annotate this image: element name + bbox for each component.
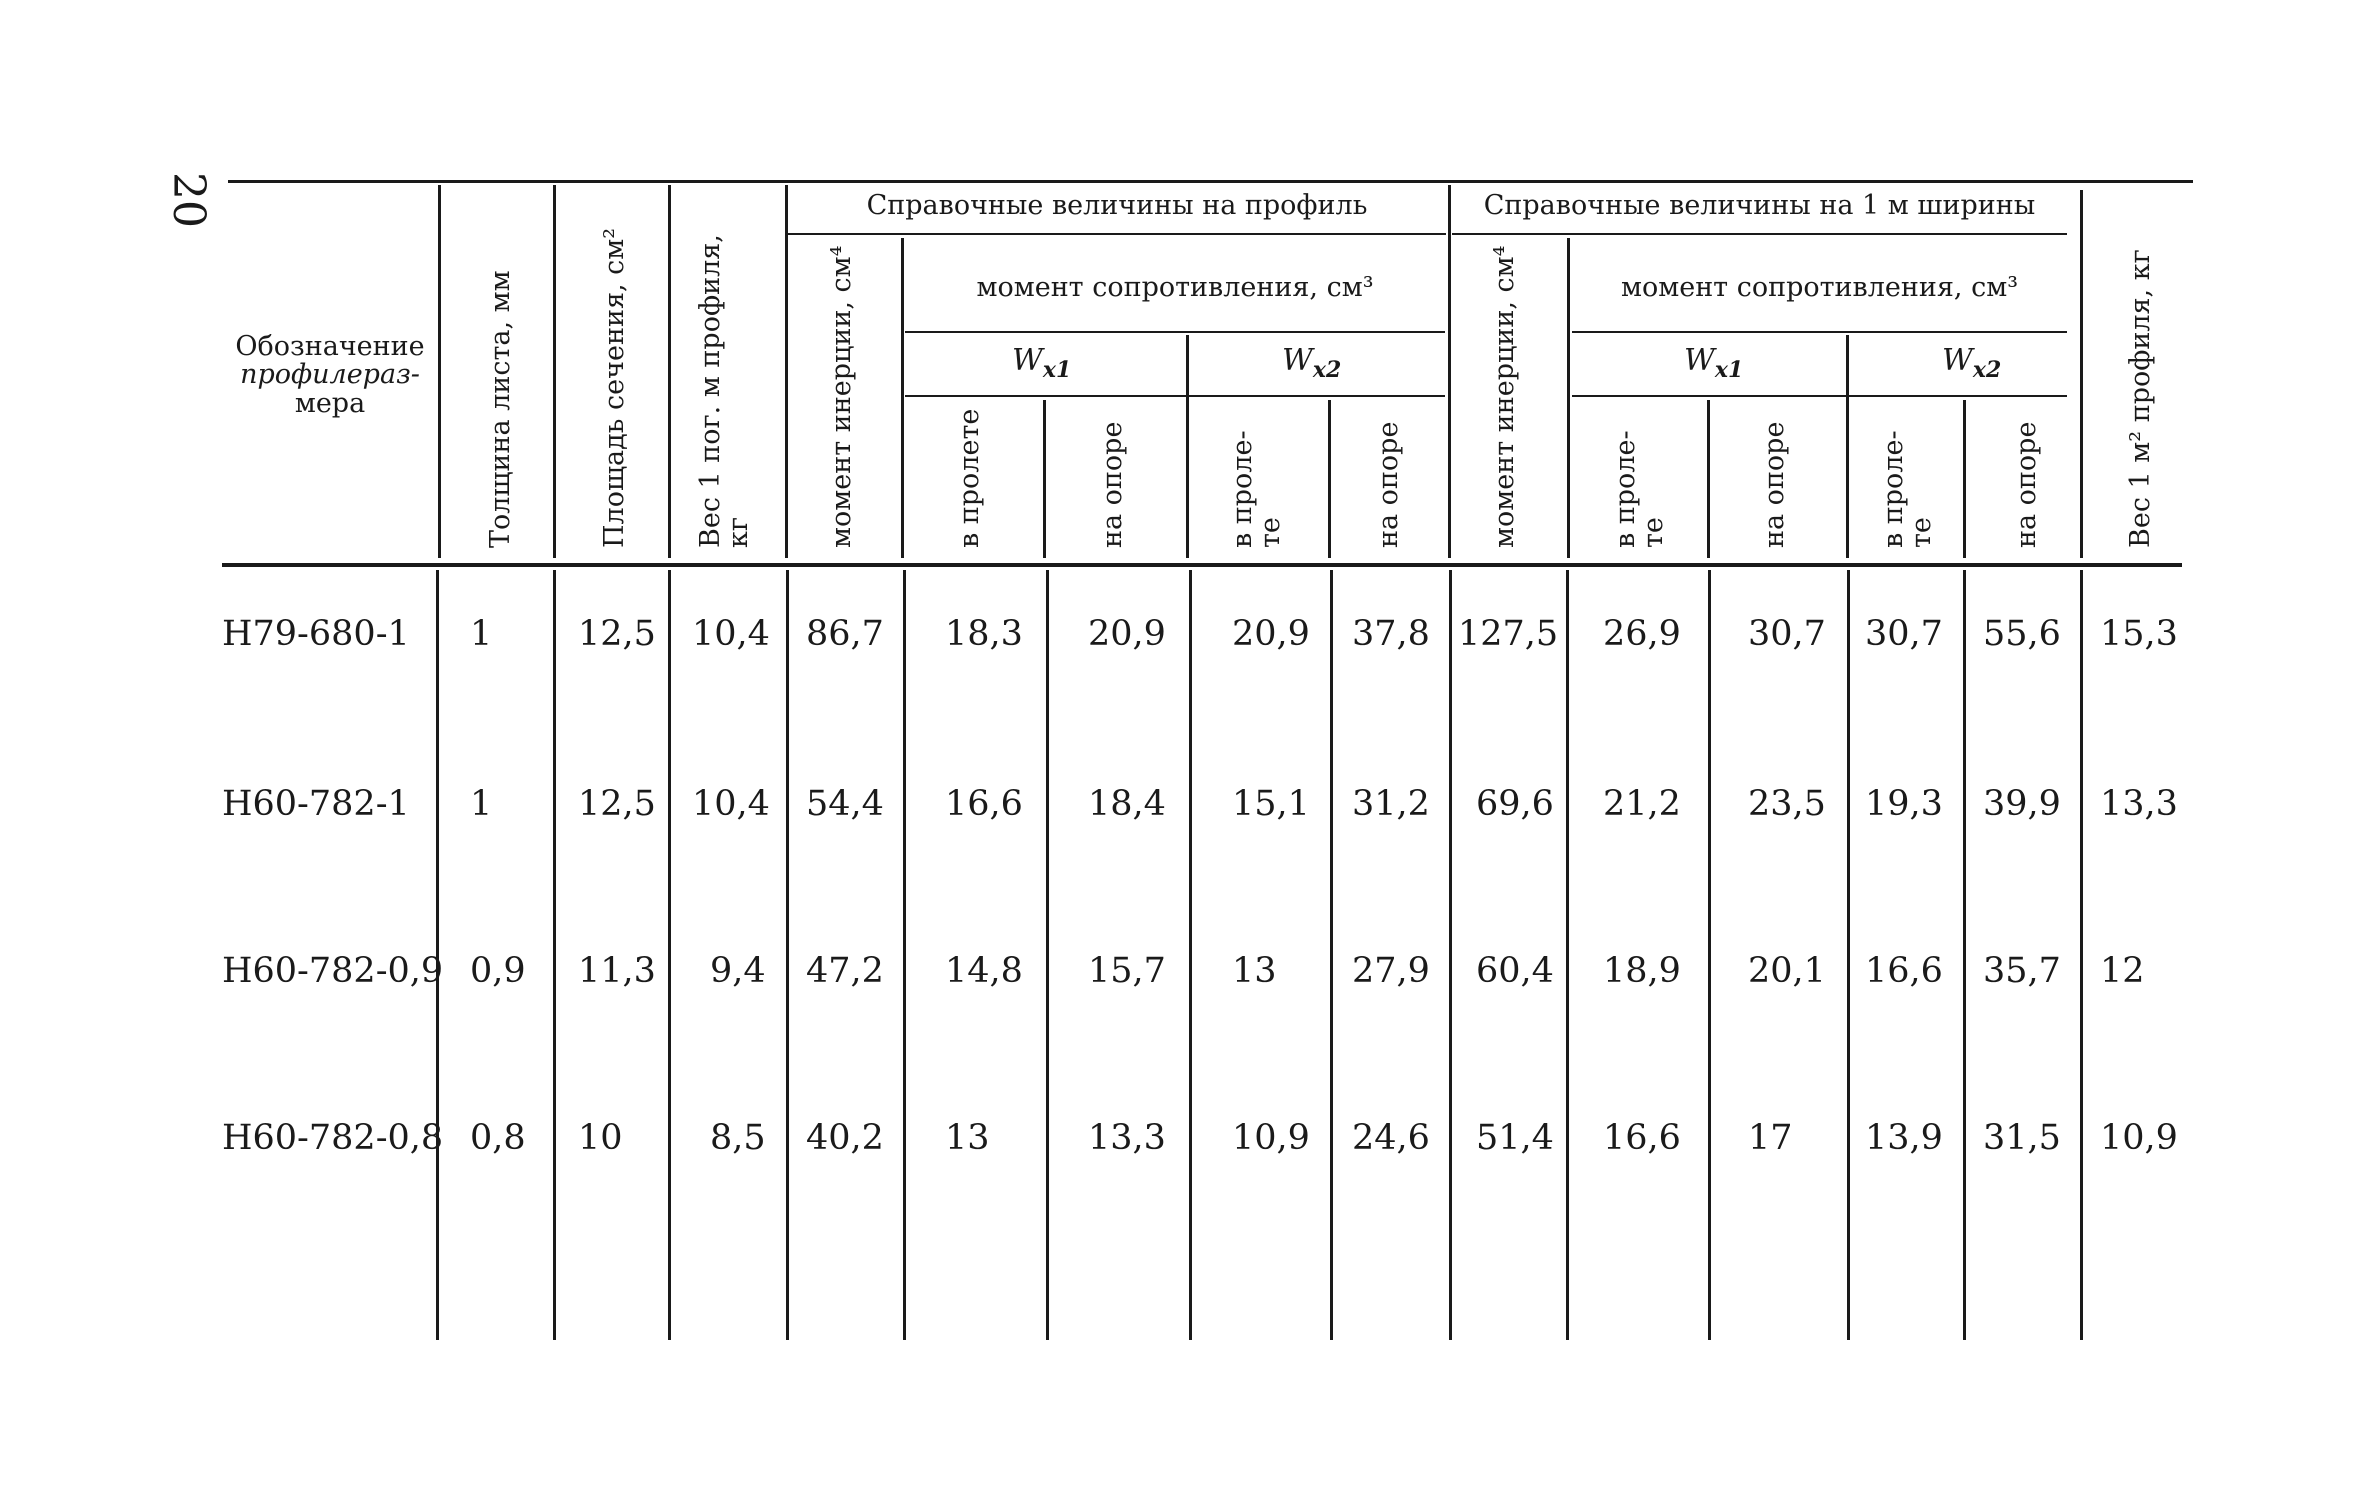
row-4-thickness: 0,8 xyxy=(470,1118,526,1158)
weight-per-m2-header: Вес 1 м² профиля, кг xyxy=(2125,249,2156,548)
weight-per-m-header-line2: кг xyxy=(723,516,755,548)
row-2-wx1-support: 18,4 xyxy=(1088,784,1166,824)
width-wx2-symbol: W xyxy=(1942,343,1973,378)
width-group-rule xyxy=(1452,233,2067,235)
designation-header-line3: мера xyxy=(294,387,366,419)
row-2-weight-m2: 13,3 xyxy=(2100,784,2178,824)
width-wx2-span-line2: те xyxy=(1906,517,1938,548)
row-2-weight-m: 10,4 xyxy=(692,784,770,824)
top-rule xyxy=(228,180,2193,183)
width-inertia-header: момент инерции, см⁴ xyxy=(1489,245,1520,548)
width-wx1-subscript: x1 xyxy=(1714,357,1744,383)
row-1-area: 12,5 xyxy=(578,614,656,654)
row-4-width-inertia: 51,4 xyxy=(1476,1118,1554,1158)
width-wx2-label xyxy=(1942,343,2001,383)
width-wx1-span-line1: в проле- xyxy=(1610,430,1641,548)
row-3-designation: Н60-782-0,9 xyxy=(222,951,444,991)
col-rule-weight xyxy=(668,185,671,558)
col-rule-thickness xyxy=(438,185,441,558)
col-rule-m2 xyxy=(2080,190,2083,558)
profile-w-rule xyxy=(905,395,1445,397)
row-4-width-wx2-support: 31,5 xyxy=(1983,1118,2061,1158)
col-rule-v2o xyxy=(1963,400,1966,558)
row-1-weight-m: 10,4 xyxy=(692,614,770,654)
col-rule-v1s xyxy=(1567,238,1570,558)
row-2-width-wx1-support: 23,5 xyxy=(1748,784,1826,824)
row-2-wx2-span: 15,1 xyxy=(1232,784,1310,824)
profile-wx2-subscript: x2 xyxy=(1312,357,1342,383)
width-w-rule xyxy=(1572,395,2067,397)
row-4-width-wx1-support: 17 xyxy=(1748,1118,1793,1158)
row-2-width-wx2-span: 19,3 xyxy=(1865,784,1943,824)
row-2-thickness: 1 xyxy=(470,784,493,824)
profile-resistance-rule xyxy=(905,331,1445,333)
row-2-designation: Н60-782-1 xyxy=(222,784,410,824)
width-wx2-support-header: на опоре xyxy=(2011,421,2042,548)
body-rule-4 xyxy=(786,570,789,1340)
profile-wx1-symbol: W xyxy=(1012,343,1043,378)
row-4-inertia: 40,2 xyxy=(806,1118,884,1158)
col-rule-w2o xyxy=(1328,400,1331,558)
row-3-width-wx1-support: 20,1 xyxy=(1748,951,1826,991)
row-2-wx2-support: 31,2 xyxy=(1352,784,1430,824)
body-rule-7 xyxy=(1189,570,1192,1340)
width-wx2-subscript: x2 xyxy=(1972,357,2002,383)
row-3-thickness: 0,9 xyxy=(470,951,526,991)
row-1-width-wx2-support: 55,6 xyxy=(1983,614,2061,654)
col-rule-profile xyxy=(785,185,788,558)
body-rule-13 xyxy=(1963,570,1966,1340)
profile-wx1-support-header: на опоре xyxy=(1097,421,1128,548)
row-3-width-wx2-span: 16,6 xyxy=(1865,951,1943,991)
width-wx2-span-header xyxy=(1880,418,1937,548)
row-2-width-wx1-span: 21,2 xyxy=(1603,784,1681,824)
width-wx1-symbol: W xyxy=(1684,343,1715,378)
body-rule-8 xyxy=(1330,570,1333,1340)
row-4-area: 10 xyxy=(578,1118,623,1158)
body-rule-5 xyxy=(903,570,906,1340)
profile-resistance-title: момент сопротивления, см³ xyxy=(976,272,1374,303)
row-1-thickness: 1 xyxy=(470,614,493,654)
row-1-width-wx1-span: 26,9 xyxy=(1603,614,1681,654)
profile-group-rule xyxy=(788,233,1446,235)
row-3-wx2-support: 27,9 xyxy=(1352,951,1430,991)
profile-wx2-support-header: на опоре xyxy=(1373,421,1404,548)
col-rule-w1s xyxy=(901,238,904,558)
row-1-width-wx2-span: 30,7 xyxy=(1865,614,1943,654)
col-rule-area xyxy=(553,185,556,558)
row-4-wx1-span: 13 xyxy=(945,1118,990,1158)
col-rule-w2s xyxy=(1186,335,1189,558)
width-wx1-span-header xyxy=(1612,418,1669,548)
area-header: Площадь сечения, см² xyxy=(599,227,630,548)
col-rule-width xyxy=(1448,185,1451,558)
row-1-designation: Н79-680-1 xyxy=(222,614,410,654)
row-2-width-inertia: 69,6 xyxy=(1476,784,1554,824)
row-3-area: 11,3 xyxy=(578,951,656,991)
body-rule-9 xyxy=(1449,570,1452,1340)
row-4-designation: Н60-782-0,8 xyxy=(222,1118,444,1158)
body-rule-12 xyxy=(1847,570,1850,1340)
width-resistance-rule xyxy=(1572,331,2067,333)
row-3-weight-m: 9,4 xyxy=(710,951,766,991)
body-rule-11 xyxy=(1708,570,1711,1340)
profile-wx2-span-line2: те xyxy=(1255,517,1287,548)
width-wx1-span-line2: те xyxy=(1638,517,1670,548)
width-group-title: Справочные величины на 1 м ширины xyxy=(1483,190,2036,221)
row-4-wx2-support: 24,6 xyxy=(1352,1118,1430,1158)
profile-group-title: Справочные величины на профиль xyxy=(866,190,1368,221)
row-1-weight-m2: 15,3 xyxy=(2100,614,2178,654)
profile-wx2-label xyxy=(1282,343,1341,383)
profile-wx2-symbol: W xyxy=(1282,343,1313,378)
row-2-inertia: 54,4 xyxy=(806,784,884,824)
row-4-wx2-span: 10,9 xyxy=(1232,1118,1310,1158)
row-4-wx1-support: 13,3 xyxy=(1088,1118,1166,1158)
row-4-weight-m2: 10,9 xyxy=(2100,1118,2178,1158)
profile-wx2-span-line1: в проле- xyxy=(1227,430,1258,548)
width-resistance-title: момент сопротивления, см³ xyxy=(1620,272,2019,303)
row-3-weight-m2: 12 xyxy=(2100,951,2145,991)
width-wx1-support-header: на опоре xyxy=(1759,421,1790,548)
body-rule-10 xyxy=(1566,570,1569,1340)
row-1-wx1-span: 18,3 xyxy=(945,614,1023,654)
row-3-width-wx2-support: 35,7 xyxy=(1983,951,2061,991)
profile-inertia-header: момент инерции, см⁴ xyxy=(826,245,857,548)
row-2-width-wx2-support: 39,9 xyxy=(1983,784,2061,824)
row-1-wx1-support: 20,9 xyxy=(1088,614,1166,654)
thickness-header: Толщина листа, мм xyxy=(485,270,516,548)
row-2-wx1-span: 16,6 xyxy=(945,784,1023,824)
body-rule-3 xyxy=(668,570,671,1340)
width-wx2-span-line1: в проле- xyxy=(1878,430,1909,548)
row-3-wx1-support: 15,7 xyxy=(1088,951,1166,991)
row-2-area: 12,5 xyxy=(578,784,656,824)
col-rule-v2s xyxy=(1846,335,1849,558)
body-rule-14 xyxy=(2080,570,2083,1340)
designation-header-line2: профилераз- xyxy=(240,359,420,391)
width-wx1-label xyxy=(1684,343,1743,383)
row-1-wx2-support: 37,8 xyxy=(1352,614,1430,654)
row-4-weight-m: 8,5 xyxy=(710,1118,766,1158)
col-rule-w1o xyxy=(1043,400,1046,558)
row-3-wx2-span: 13 xyxy=(1232,951,1277,991)
row-3-wx1-span: 14,8 xyxy=(945,951,1023,991)
row-3-width-wx1-span: 18,9 xyxy=(1603,951,1681,991)
profile-wx1-label xyxy=(1012,343,1071,383)
row-1-width-inertia: 127,5 xyxy=(1458,614,1559,654)
designation-header xyxy=(230,333,430,418)
body-rule-6 xyxy=(1046,570,1049,1340)
profile-wx1-span-header: в пролете xyxy=(954,408,985,548)
row-1-width-wx1-support: 30,7 xyxy=(1748,614,1826,654)
row-1-inertia: 86,7 xyxy=(806,614,884,654)
row-1-wx2-span: 20,9 xyxy=(1232,614,1310,654)
weight-per-m-header xyxy=(697,213,754,548)
page-number: 20 xyxy=(163,172,214,228)
profile-wx1-subscript: x1 xyxy=(1042,357,1072,383)
row-3-inertia: 47,2 xyxy=(806,951,884,991)
col-rule-v1o xyxy=(1707,400,1710,558)
weight-per-m-header-line1: Вес 1 пог. м профиля, xyxy=(695,234,726,548)
header-bottom-rule xyxy=(222,563,2182,567)
body-rule-2 xyxy=(553,570,556,1340)
designation-header-line1: Обозначение xyxy=(235,331,425,362)
row-4-width-wx2-span: 13,9 xyxy=(1865,1118,1943,1158)
profile-wx2-span-header xyxy=(1229,418,1286,548)
row-4-width-wx1-span: 16,6 xyxy=(1603,1118,1681,1158)
row-3-width-inertia: 60,4 xyxy=(1476,951,1554,991)
